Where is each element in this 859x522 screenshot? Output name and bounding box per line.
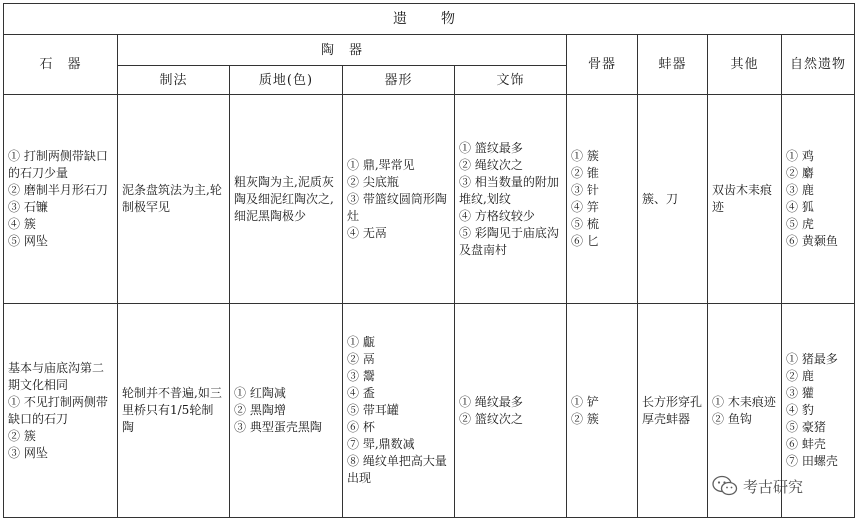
cell-line: ① 簇 <box>571 149 599 163</box>
cell-line: ⑤ 彩陶见于庙底沟及盘南村 <box>459 225 559 257</box>
cell-line: ③ 典型蛋壳黑陶 <box>234 420 322 434</box>
cell-line: 泥条盘筑法为主,轮制极罕见 <box>122 183 222 214</box>
cell-line: ⑦ 斝,鼎数减 <box>347 437 415 451</box>
header-pottery: 陶 器 <box>118 35 567 66</box>
cell-line: ⑤ 网坠 <box>8 234 48 248</box>
header-bone-tools: 骨器 <box>567 35 638 95</box>
header-pottery-method: 制法 <box>118 66 230 95</box>
cell-line: ⑥ 匕 <box>571 234 599 248</box>
row2-shell <box>638 304 708 518</box>
cell-line: ① 铲 <box>571 394 599 409</box>
header-stone-tools: 石 器 <box>4 35 118 95</box>
row1-natural <box>782 95 855 304</box>
cell-line: ① 鼎,斝常见 <box>347 157 415 172</box>
row2-method <box>118 304 230 518</box>
row2-bone <box>567 304 638 518</box>
header-other: 其他 <box>708 35 782 95</box>
row1-shell <box>638 95 708 304</box>
cell-line: ⑥ 蚌壳 <box>786 437 826 451</box>
header-shell-tools: 蚌器 <box>638 35 708 95</box>
cell-line: ⑦ 田螺壳 <box>786 454 838 468</box>
cell-line: ⑧ 绳纹单把高大量出现 <box>347 454 447 485</box>
cell-line: ④ 豹 <box>786 403 814 417</box>
cell-line: 双齿木耒痕迹 <box>712 183 773 214</box>
cell-line: ① 木耒痕迹 <box>712 394 776 409</box>
row1-stone <box>4 95 118 304</box>
row1-decoration <box>455 95 567 304</box>
cell-line: ③ 带篮纹圆筒形陶灶 <box>347 191 447 223</box>
cell-line: ② 簇 <box>571 411 599 426</box>
cell-line: ① 打制两侧带缺口的石刀少量 <box>8 149 108 180</box>
cell-line: ② 磨制半月形石刀 <box>8 183 108 197</box>
cell-line: ④ 狐 <box>786 200 814 214</box>
watermark-text: 考古研究 <box>743 477 804 496</box>
header-natural-remains: 自然遗物 <box>782 35 855 95</box>
wechat-icon <box>712 475 738 497</box>
header-pottery-decoration: 文饰 <box>455 66 567 95</box>
cell-line: ② 鹿 <box>786 369 814 383</box>
cell-line: ④ 笄 <box>571 200 599 214</box>
cell-line: ⑥ 黄颡鱼 <box>786 234 838 248</box>
row2-stone <box>4 304 118 518</box>
row2-shape <box>343 304 455 518</box>
table-title: 遗 物 <box>4 4 855 35</box>
row2-material <box>230 304 343 518</box>
cell-line: ② 锥 <box>571 166 599 180</box>
artifact-table <box>3 3 855 518</box>
cell-line: ③ 獾 <box>786 386 814 400</box>
cell-line: ② 尖底瓶 <box>347 174 399 189</box>
row1-shape <box>343 95 455 304</box>
cell-line: ① 鸡 <box>786 149 814 163</box>
cell-line: ③ 鬶 <box>347 369 375 383</box>
cell-line: ① 不见打制两侧带缺口的石刀 <box>8 394 108 426</box>
cell-line: ② 绳纹次之 <box>459 157 523 172</box>
cell-line: 基本与庙底沟第二期文化相同 <box>8 360 105 392</box>
cell-line: ③ 针 <box>571 183 599 197</box>
row1-material <box>230 95 343 304</box>
cell-line: ⑤ 虎 <box>786 217 814 231</box>
table-row <box>4 95 855 304</box>
cell-line: ③ 鹿 <box>786 183 814 197</box>
cell-line: ② 黑陶增 <box>234 403 286 417</box>
cell-line: ③ 网坠 <box>8 445 48 460</box>
cell-line: ④ 盉 <box>347 386 375 400</box>
cell-line: ⑤ 梳 <box>571 217 599 231</box>
header-pottery-shape: 器形 <box>343 66 455 95</box>
cell-line: 轮制并不普遍,如三里桥只有1/5轮制陶 <box>122 386 222 434</box>
cell-line: 长方形穿孔厚壳蚌器 <box>642 394 703 426</box>
cell-line: ③ 石镰 <box>8 200 48 214</box>
cell-line: ⑤ 带耳罐 <box>347 403 399 417</box>
cell-line: ① 红陶减 <box>234 386 286 400</box>
cell-line: 簇、刀 <box>642 191 679 206</box>
cell-line: ④ 簇 <box>8 217 36 231</box>
cell-line: ④ 无鬲 <box>347 225 387 240</box>
cell-line: ② 麝 <box>786 166 814 180</box>
cell-line: ⑤ 豪猪 <box>786 420 826 434</box>
cell-line: ③ 相当数量的附加堆纹,划纹 <box>459 174 559 206</box>
cell-line: ① 绳纹最多 <box>459 394 523 409</box>
row2-decoration <box>455 304 567 518</box>
cell-line: ② 簇 <box>8 428 36 443</box>
cell-line: ② 鱼钩 <box>712 411 752 426</box>
cell-line: ⑥ 杯 <box>347 420 375 434</box>
row1-other <box>708 95 782 304</box>
row1-method <box>118 95 230 304</box>
watermark <box>712 473 803 499</box>
cell-line: ① 篮纹最多 <box>459 140 523 155</box>
row1-bone <box>567 95 638 304</box>
cell-line: ① 猪最多 <box>786 352 838 366</box>
cell-line: ④ 方格纹较少 <box>459 208 535 223</box>
header-pottery-material: 质地(色) <box>230 66 343 95</box>
cell-line: ② 篮纹次之 <box>459 411 523 426</box>
cell-line: ① 甗 <box>347 335 375 349</box>
cell-line: 粗灰陶为主,泥质灰陶及细泥红陶次之,细泥黑陶极少 <box>234 174 334 223</box>
cell-line: ② 鬲 <box>347 352 375 366</box>
